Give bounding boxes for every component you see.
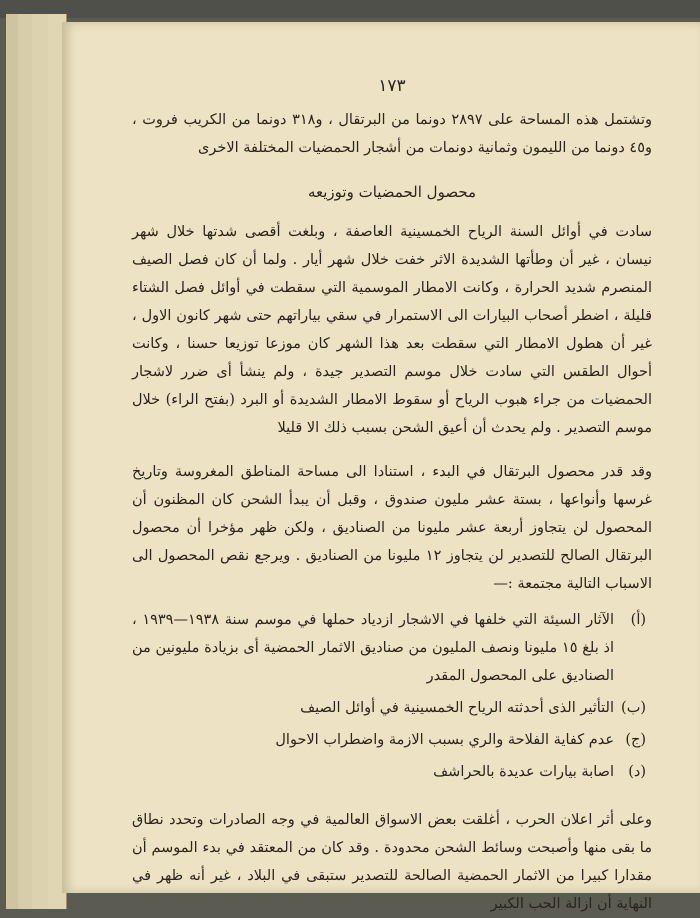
list-item-text: اصابة بيارات عديدة بالحراشف — [433, 764, 614, 780]
page-content — [132, 72, 652, 918]
list-marker: (أ) — [630, 612, 646, 628]
list-item-text: التأثير الذى أحدثته الرياح الخمسينية في أوائل الصيف — [300, 700, 614, 716]
list-item-text: عدم كفاية الفلاحة والري بسبب الازمة واضطراب الاحوال — [275, 732, 614, 748]
climate-paragraph: سادت في أوائل السنة الرياح الخمسينية العاصفة ، وبلغت أقصى شدتها خلال شهر نيسان ، غير أن وطأتها الشديدة الاثر خفت خلال شهر أيار . ولما أن كان فصل الصيف المنصرم شديد الحرارة ، وكانت الامطار الموسمية التي سقطت في أوائل فصل الشتاء قليلة ، اضطر أصحاب البيارات الى الاستمرار في سقي بياراتهم حتى شهر كانون الاول ، غير أن هطول الامطار التي سقطت بعد هذا الشهر كان موزعا توزيعا حسنا ، وكانت أحوال الطقس التي سادت خلال موسم التصدير جيدة ، ولم ينشأ أى ضرر لاشجار الحمضيات من جراء هبوب الرياح أو سقوط الامطار الشديدة أو البرد (بفتح الراء) خلال موسم التصدير . ولم يحدث أن أعيق الشحن بسبب ذلك الا قليلا — [132, 224, 652, 436]
list-item-text: الآثار السيئة التي خلفها في الاشجار ازدياد حملها في موسم سنة ١٩٣٨—١٩٣٩ ، اذ بلغ ١٥ مليونا ونصف المليون من صناديق الاثمار الحمضية أى بزيادة مليونين من الصناديق على المحصول المقدر — [132, 612, 615, 684]
section-heading: محصول الحمضيات وتوزيعه — [307, 183, 477, 201]
war-paragraph: وعلى أثر اعلان الحرب ، أغلقت بعض الاسواق العالمية في وجه الصادرات وتحدد نطاق ما بقى منها وأصبحت وسائط الشحن محدودة . وقد كان من المعتقد في بدء الموسم أن مقدارا كبيرا من الاثمار الحمضية الصالحة للتصدير ستبقى في البلاد ، غير أنه ظهر في النهاية أن ازالة الحب الكبير — [132, 812, 652, 912]
list-item — [132, 726, 652, 754]
list-marker: (د) — [628, 764, 646, 780]
scan-top-band — [0, 0, 700, 18]
page-number: ١٧٣ — [378, 76, 406, 96]
intro-paragraph: وتشتمل هذه المساحة على ٢٨٩٧ دونما من البرتقال ، و٣١٨ دونما من الكريب فروت ، و٤٥ دونما من الليمون وثمانية دونمات من أشجار الحمضيات المختلفة الاخرى — [132, 112, 653, 156]
list-item — [132, 758, 652, 786]
list-item — [132, 694, 652, 722]
list-marker: (ب) — [621, 700, 646, 716]
causes-list — [132, 606, 652, 786]
crop-estimate-paragraph: وقد قدر محصول البرتقال في البدء ، استنادا الى مساحة المناطق المغروسة وتاريخ غرسها وأنواعها ، بستة عشر مليون صندوق ، وقبل أن يبدأ الشحن كان المظنون أن المحصول لن يتجاوز أربعة عشر مليونا من الصناديق ، ولكن ظهر مؤخرا أن محصول البرتقال الصالح للتصدير لن يتجاوز ١٢ مليونا من الصناديق . ويرجع نقص المحصول الى الاسباب التالية مجتمعة :— — [132, 464, 653, 592]
list-item — [132, 606, 652, 690]
book-page — [62, 22, 700, 912]
list-marker: (ج) — [625, 732, 646, 748]
